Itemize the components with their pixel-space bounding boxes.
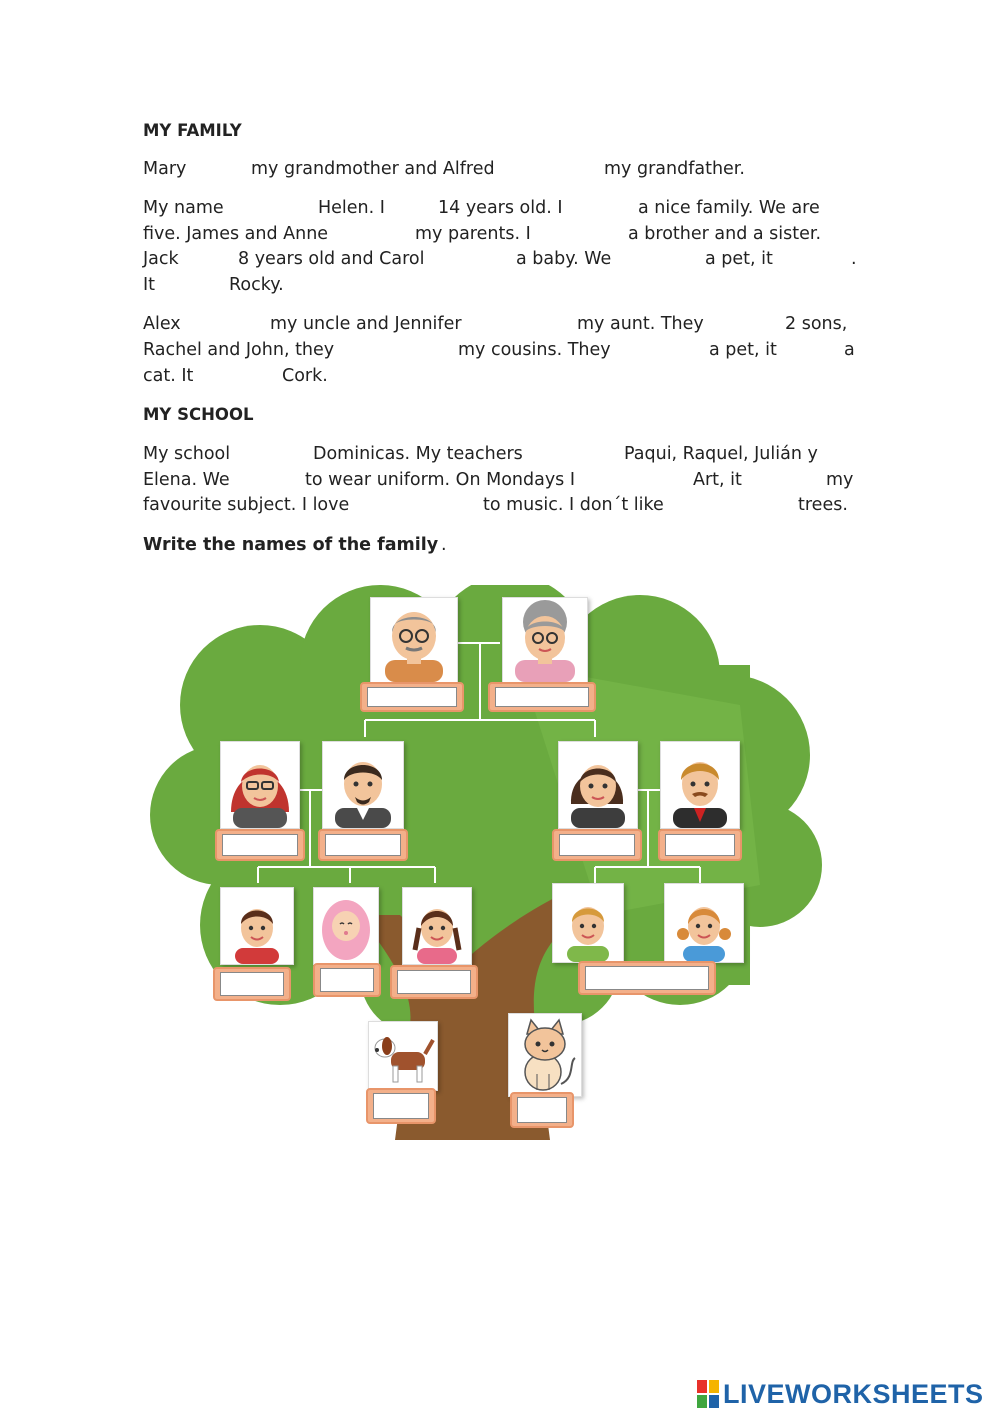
family-para2-line-4 [143, 274, 856, 296]
text-segment: my aunt. They [577, 314, 704, 334]
uncle-label-box [318, 829, 408, 861]
school-line-3 [143, 494, 856, 516]
text-segment: a pet, it [705, 249, 773, 269]
dog-card [368, 1021, 438, 1091]
text-segment: favourite subject. I love [143, 495, 350, 515]
grandfather-icon [371, 598, 457, 682]
text-segment: a pet, it [709, 340, 777, 360]
blank-input[interactable] [245, 467, 305, 493]
blank-input[interactable] [199, 156, 253, 182]
aunt-icon [221, 742, 299, 828]
text-segment: my grandmother and Alfred [251, 159, 495, 179]
family-para2-line-1 [143, 197, 856, 219]
text-segment: Paqui, Raquel, Julián y [624, 444, 818, 464]
text-segment: Alex [143, 314, 181, 334]
family-tree [140, 585, 840, 1140]
family-para3-line-2 [143, 339, 856, 361]
text-segment: Helen. I [318, 198, 385, 218]
school-line-1 [143, 443, 856, 465]
text-segment: cat. It [143, 366, 194, 386]
blank-input[interactable] [193, 246, 237, 272]
blank-input[interactable] [793, 246, 853, 272]
father-label-box [658, 829, 742, 861]
blank-input[interactable] [388, 492, 482, 518]
mother-name-input[interactable] [559, 834, 635, 856]
blank-input[interactable] [458, 246, 517, 272]
blank-input[interactable] [351, 221, 415, 247]
carol-card [664, 883, 744, 963]
siblings-label-box [578, 961, 716, 995]
cousin-boy-label-box [213, 967, 291, 1001]
logo-mark-icon [697, 1380, 719, 1408]
text-segment: a nice family. We are [638, 198, 820, 218]
baby-label-box [313, 963, 381, 997]
school-line-2 [143, 469, 856, 491]
text-segment: Jack [143, 249, 179, 269]
blank-input[interactable] [379, 337, 459, 363]
blank-input[interactable] [249, 441, 315, 467]
text-segment: Dominicas. My teachers [313, 444, 523, 464]
family-heading: MY FAMILY [143, 121, 242, 140]
dog-icon [369, 1022, 437, 1090]
blank-input[interactable] [795, 337, 845, 363]
family-para2-line-3 [143, 248, 856, 270]
uncle-name-input[interactable] [325, 834, 401, 856]
text-segment: five. James and Anne [143, 224, 329, 244]
family-para3-line-3 [143, 365, 856, 387]
text-segment: Cork. [282, 366, 328, 386]
uncle-card [322, 741, 404, 829]
text-segment: It [143, 275, 156, 295]
text-segment: my grandfather. [604, 159, 745, 179]
blank-input[interactable] [191, 311, 269, 337]
boy-icon [553, 884, 623, 962]
family-para3-line-1 [143, 313, 856, 335]
text-segment: 8 years old and Carol [238, 249, 425, 269]
text-segment: My name [143, 198, 224, 218]
father-card [660, 741, 740, 829]
father-name-input[interactable] [665, 834, 735, 856]
family-line-1 [143, 158, 856, 180]
family-para2-line-2 [143, 223, 856, 245]
blank-input[interactable] [639, 337, 709, 363]
aunt-card [220, 741, 300, 829]
text-segment: 14 years old. I [438, 198, 563, 218]
dog-label-box [366, 1088, 436, 1124]
grandfather-label-box [360, 682, 464, 712]
boy-icon [221, 888, 293, 964]
cousin-girl-card [402, 887, 472, 965]
uncle-icon [323, 742, 403, 828]
mother-icon [559, 742, 637, 828]
grandfather-name-input[interactable] [367, 687, 457, 707]
blank-input[interactable] [211, 363, 283, 389]
text-segment: a baby. We [516, 249, 612, 269]
text-segment: my uncle and Jennifer [270, 314, 462, 334]
baby-icon [314, 888, 378, 964]
father-icon [661, 742, 739, 828]
text-segment: Art, it [693, 470, 742, 490]
blank-input[interactable] [505, 311, 577, 337]
blank-input[interactable] [763, 467, 827, 493]
grandmother-icon [503, 598, 587, 682]
girl-icon [665, 884, 743, 962]
text-segment: Mary [143, 159, 187, 179]
cousin-boy-card [220, 887, 294, 965]
siblings-name-input[interactable] [585, 966, 709, 990]
tree-illustration [140, 585, 840, 1140]
text-segment: to wear uniform. On Mondays I [305, 470, 576, 490]
blank-input[interactable] [698, 492, 798, 518]
blank-input[interactable] [165, 272, 229, 298]
blank-input[interactable] [731, 311, 785, 337]
text-segment: 2 sons, [785, 314, 848, 334]
blank-input[interactable] [241, 195, 319, 221]
liveworksheets-logo [697, 1376, 984, 1412]
text-segment: a [844, 340, 855, 360]
aunt-label-box [215, 829, 305, 861]
cat-icon [509, 1014, 581, 1096]
blank-input[interactable] [541, 156, 603, 182]
cousin-girl-name-input[interactable] [397, 970, 471, 994]
cousin-boy-name-input[interactable] [220, 972, 284, 996]
cat-name-input[interactable] [517, 1097, 567, 1123]
text-segment: trees. [798, 495, 848, 515]
girl-icon [403, 888, 471, 964]
blank-input[interactable] [627, 467, 693, 493]
aunt-name-input[interactable] [222, 834, 298, 856]
text-segment: Rachel and John, they [143, 340, 335, 360]
blank-input[interactable] [555, 221, 629, 247]
cat-label-box [510, 1092, 574, 1128]
text-segment: Rocky. [229, 275, 284, 295]
text-segment: . [851, 249, 857, 269]
baby-card [313, 887, 379, 965]
jack-card [552, 883, 624, 963]
text-segment: My school [143, 444, 231, 464]
blank-input[interactable] [633, 246, 705, 272]
text-segment: my parents. I [415, 224, 531, 244]
text-segment: Elena. We [143, 470, 230, 490]
dog-name-input[interactable] [373, 1093, 429, 1119]
grandfather-card [370, 597, 458, 683]
cat-card [508, 1013, 582, 1097]
school-heading: MY SCHOOL [143, 405, 254, 424]
cousin-girl-label-box [390, 965, 478, 999]
tree-instruction [143, 534, 856, 556]
blank-input[interactable] [395, 195, 439, 221]
blank-input[interactable] [583, 195, 639, 221]
text-segment: a brother and a sister. [628, 224, 822, 244]
instruction-period: . [441, 535, 447, 555]
baby-name-input[interactable] [320, 968, 374, 992]
blank-input[interactable] [561, 441, 625, 467]
grandmother-label-box [488, 682, 596, 712]
instruction-text: Write the names of the family [143, 535, 439, 555]
text-segment: to music. I don´t like [483, 495, 664, 515]
mother-card [558, 741, 638, 829]
logo-text: LIVEWORKSHEETS [723, 1378, 984, 1409]
grandmother-name-input[interactable] [495, 687, 589, 707]
text-segment: my cousins. They [458, 340, 611, 360]
text-segment: my [826, 470, 854, 490]
mother-label-box [552, 829, 642, 861]
grandmother-card [502, 597, 588, 683]
